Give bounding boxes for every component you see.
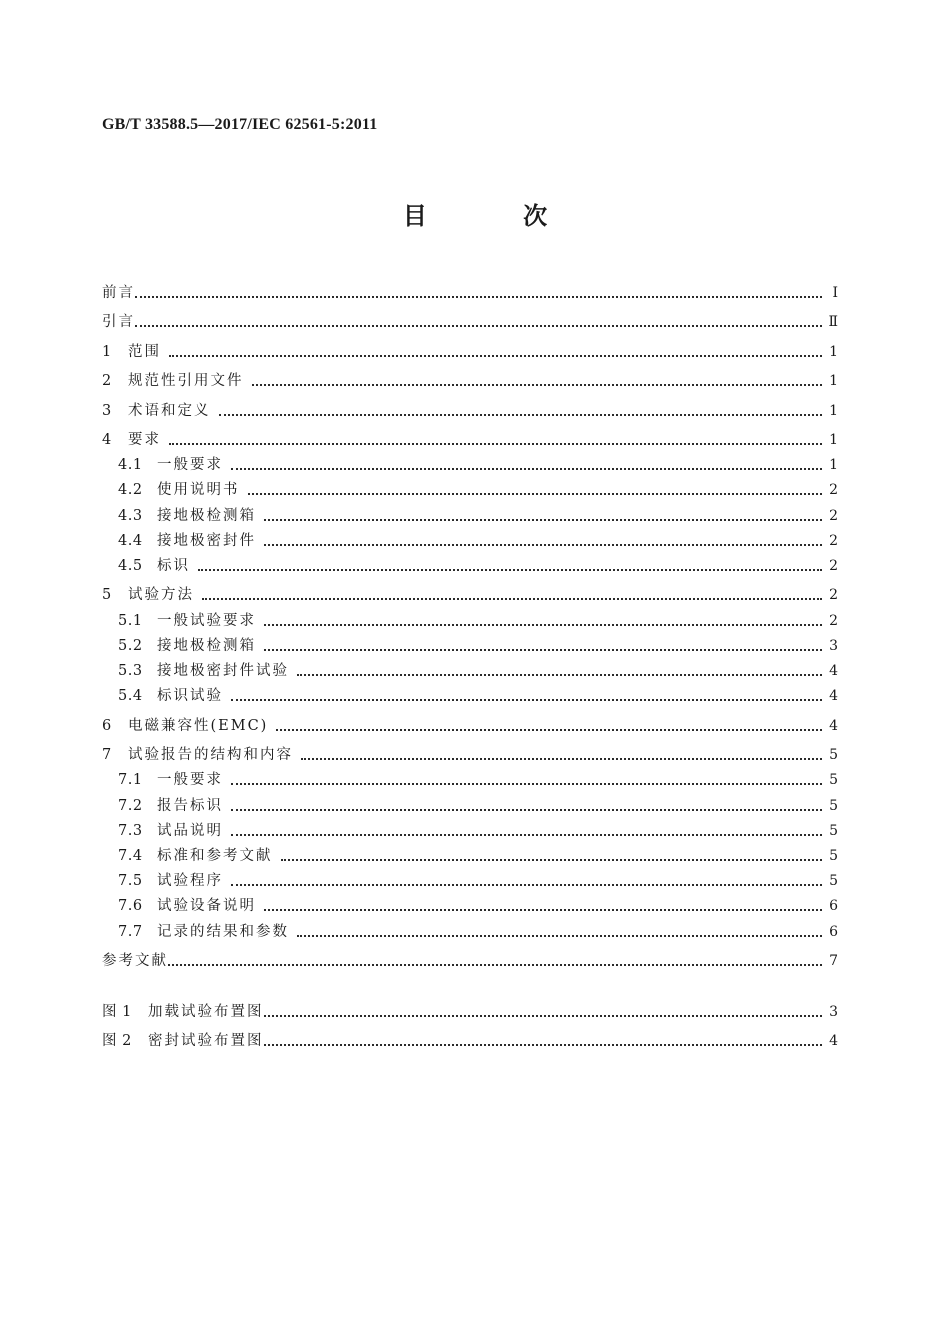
toc-entry-label: 试验设备说明 [157, 898, 256, 915]
toc-subentry[interactable] [102, 865, 838, 890]
toc-entry-label: 接地极检测箱 [157, 507, 256, 524]
dot-leader [219, 414, 823, 416]
page-title: 目 次 [402, 202, 592, 230]
toc-figure-entry[interactable] [102, 991, 838, 1021]
toc-entry-page: 2 [829, 557, 838, 574]
toc-subentry[interactable] [102, 474, 838, 499]
dot-leader [281, 859, 823, 861]
toc-entry-page: 5 [829, 822, 838, 839]
toc-entry-label: 接地极密封件试验 [157, 663, 289, 679]
toc-entry-label: 标识 [157, 557, 190, 574]
toc-entry-number: 7.5 [118, 873, 143, 890]
toc-entry-number: 7.4 [118, 847, 143, 864]
toc-entry-number: 5.1 [118, 612, 143, 629]
toc-entry-page: 6 [829, 898, 838, 915]
toc-subentry[interactable] [102, 499, 838, 524]
toc-entry-number: 4.5 [118, 557, 143, 574]
toc-entry-label: 规范性引用文件 [128, 373, 244, 389]
toc-entry-page: 2 [829, 532, 838, 549]
toc-entry-number: 7.7 [118, 923, 143, 940]
toc-entry-label: 一般要求 [157, 772, 223, 789]
toc-entry-page: 1 [829, 432, 838, 448]
toc-entry-number: 4.2 [118, 482, 143, 499]
toc-entry-number: 4.1 [118, 457, 143, 474]
toc-entry-label: 试验程序 [157, 873, 223, 890]
dot-leader [264, 649, 822, 651]
dot-leader [231, 834, 822, 836]
toc-subentry[interactable] [102, 655, 838, 680]
toc-entry-page: 2 [829, 507, 838, 524]
document-code: GB/T 33588.5—2017/IEC 62561-5:2011 [102, 116, 378, 133]
toc-entry[interactable] [102, 575, 838, 605]
toc-entry[interactable] [102, 361, 838, 391]
dot-leader [198, 569, 822, 571]
toc-entry-bibliography[interactable] [102, 941, 838, 971]
toc-entry-page: 5 [829, 797, 838, 814]
dot-leader [231, 809, 822, 811]
toc-entry-number: 7 [102, 747, 112, 764]
toc-entry[interactable] [102, 420, 838, 450]
toc-entry-label: 参考文献 [102, 953, 168, 969]
toc-entry-number: 7.3 [118, 822, 143, 839]
toc-entry-label: 使用说明书 [157, 482, 240, 499]
toc-entry-number: 5.3 [118, 663, 143, 679]
toc-entry-label: 标识试验 [157, 688, 223, 705]
toc-entry-number: 3 [102, 402, 112, 419]
toc-entry-page: 2 [829, 612, 838, 629]
toc-entry-label: 报告标识 [157, 797, 223, 814]
dot-leader [202, 598, 822, 600]
toc-entry-label: 试验报告的结构和内容 [128, 747, 293, 764]
toc-entry-page: Ⅱ [828, 314, 838, 330]
toc-entry-label: 一般试验要求 [157, 612, 256, 629]
toc-entry[interactable] [102, 390, 838, 420]
dot-leader [169, 355, 822, 357]
toc-entry-page: 1 [829, 457, 838, 474]
dot-leader [297, 674, 822, 676]
toc-entry-number: 7.2 [118, 797, 143, 814]
dot-leader [248, 493, 823, 495]
dot-leader [168, 964, 822, 966]
toc-entry-label: 记录的结果和参数 [157, 923, 289, 940]
toc-subentry[interactable] [102, 915, 838, 940]
dot-leader [135, 296, 822, 298]
toc-entry-number: 7.6 [118, 898, 143, 915]
toc-subentry[interactable] [102, 604, 838, 629]
toc-subentry[interactable] [102, 815, 838, 840]
toc-entry-page: 5 [829, 873, 838, 890]
toc-entry-label: 密封试验布置图 [148, 1033, 264, 1049]
toc-entry-label: 引言 [102, 314, 135, 330]
toc-entry-number: 5 [102, 587, 112, 604]
toc-entry-number: 5.2 [118, 637, 143, 654]
dot-leader [135, 325, 822, 327]
toc-entry-label: 加载试验布置图 [148, 1003, 264, 1020]
toc-entry-number: 1 [102, 343, 112, 360]
table-of-contents [102, 272, 838, 1050]
dot-leader [264, 909, 822, 911]
toc-entry-page: 5 [829, 772, 838, 789]
toc-entry-label: 电磁兼容性(EMC) [128, 717, 269, 734]
toc-entry-number: 4 [102, 432, 112, 448]
toc-entry-page: 2 [829, 587, 838, 604]
toc-subentry[interactable] [102, 789, 838, 814]
toc-subentry[interactable] [102, 550, 838, 575]
toc-entry-page: 1 [829, 402, 838, 419]
dot-leader [276, 729, 822, 731]
figure-number: 图 2 [102, 1033, 132, 1049]
toc-entry-page: 5 [829, 747, 838, 764]
toc-figure-entry[interactable] [102, 1021, 838, 1051]
dot-leader [231, 884, 822, 886]
toc-subentry[interactable] [102, 449, 838, 474]
dot-leader [264, 1015, 823, 1017]
toc-entry-number: 4.3 [118, 507, 143, 524]
toc-entry-label: 标准和参考文献 [157, 847, 273, 864]
dot-leader [264, 624, 822, 626]
toc-entry-number: 4.4 [118, 532, 143, 549]
toc-entry-page: 4 [829, 717, 838, 734]
toc-subentry[interactable] [102, 764, 838, 789]
toc-subentry[interactable] [102, 680, 838, 705]
dot-leader [231, 468, 822, 470]
toc-entry-label: 一般要求 [157, 457, 223, 474]
toc-entry-foreword[interactable] [102, 272, 838, 302]
toc-entry-page: 2 [829, 482, 838, 499]
toc-entry-label: 前言 [102, 284, 135, 301]
toc-entry-number: 7.1 [118, 772, 143, 789]
dot-leader [231, 783, 822, 785]
toc-entry[interactable] [102, 331, 838, 361]
toc-entry-label: 术语和定义 [128, 402, 211, 419]
dot-leader [264, 519, 822, 521]
toc-entry-page: 7 [829, 953, 838, 969]
toc-entry-page: 4 [829, 688, 838, 705]
toc-entry-page: 3 [829, 637, 838, 654]
dot-leader [297, 935, 822, 937]
toc-entry-number: 6 [102, 717, 112, 734]
toc-entry[interactable] [102, 735, 838, 765]
toc-subentry[interactable] [102, 840, 838, 865]
toc-entry-page: 1 [829, 373, 838, 389]
toc-entry-label: 试验方法 [128, 587, 194, 604]
dot-leader [264, 544, 822, 546]
toc-entry-label: 要求 [128, 432, 161, 448]
toc-subentry[interactable] [102, 890, 838, 915]
toc-entry-page: 6 [829, 923, 838, 940]
figure-number: 图 1 [102, 1003, 132, 1020]
dot-leader [169, 443, 822, 445]
toc-entry-introduction[interactable] [102, 302, 838, 332]
toc-entry-page: Ⅰ [832, 284, 838, 301]
toc-entry-label: 接地极密封件 [157, 532, 256, 549]
toc-subentry[interactable] [102, 630, 838, 655]
dot-leader [264, 1044, 823, 1046]
toc-entry-page: 5 [829, 847, 838, 864]
toc-entry-label: 接地极检测箱 [157, 637, 256, 654]
toc-entry-label: 试品说明 [157, 822, 223, 839]
toc-entry-page: 3 [829, 1003, 838, 1020]
toc-entry-number: 2 [102, 373, 112, 389]
toc-subentry[interactable] [102, 525, 838, 550]
dot-leader [252, 384, 823, 386]
toc-entry[interactable] [102, 705, 838, 735]
dot-leader [231, 699, 822, 701]
dot-leader [301, 758, 822, 760]
toc-entry-label: 范围 [128, 343, 161, 360]
toc-entry-page: 4 [829, 1033, 838, 1049]
toc-entry-number: 5.4 [118, 688, 143, 705]
toc-entry-page: 4 [829, 663, 838, 679]
toc-entry-page: 1 [829, 343, 838, 360]
